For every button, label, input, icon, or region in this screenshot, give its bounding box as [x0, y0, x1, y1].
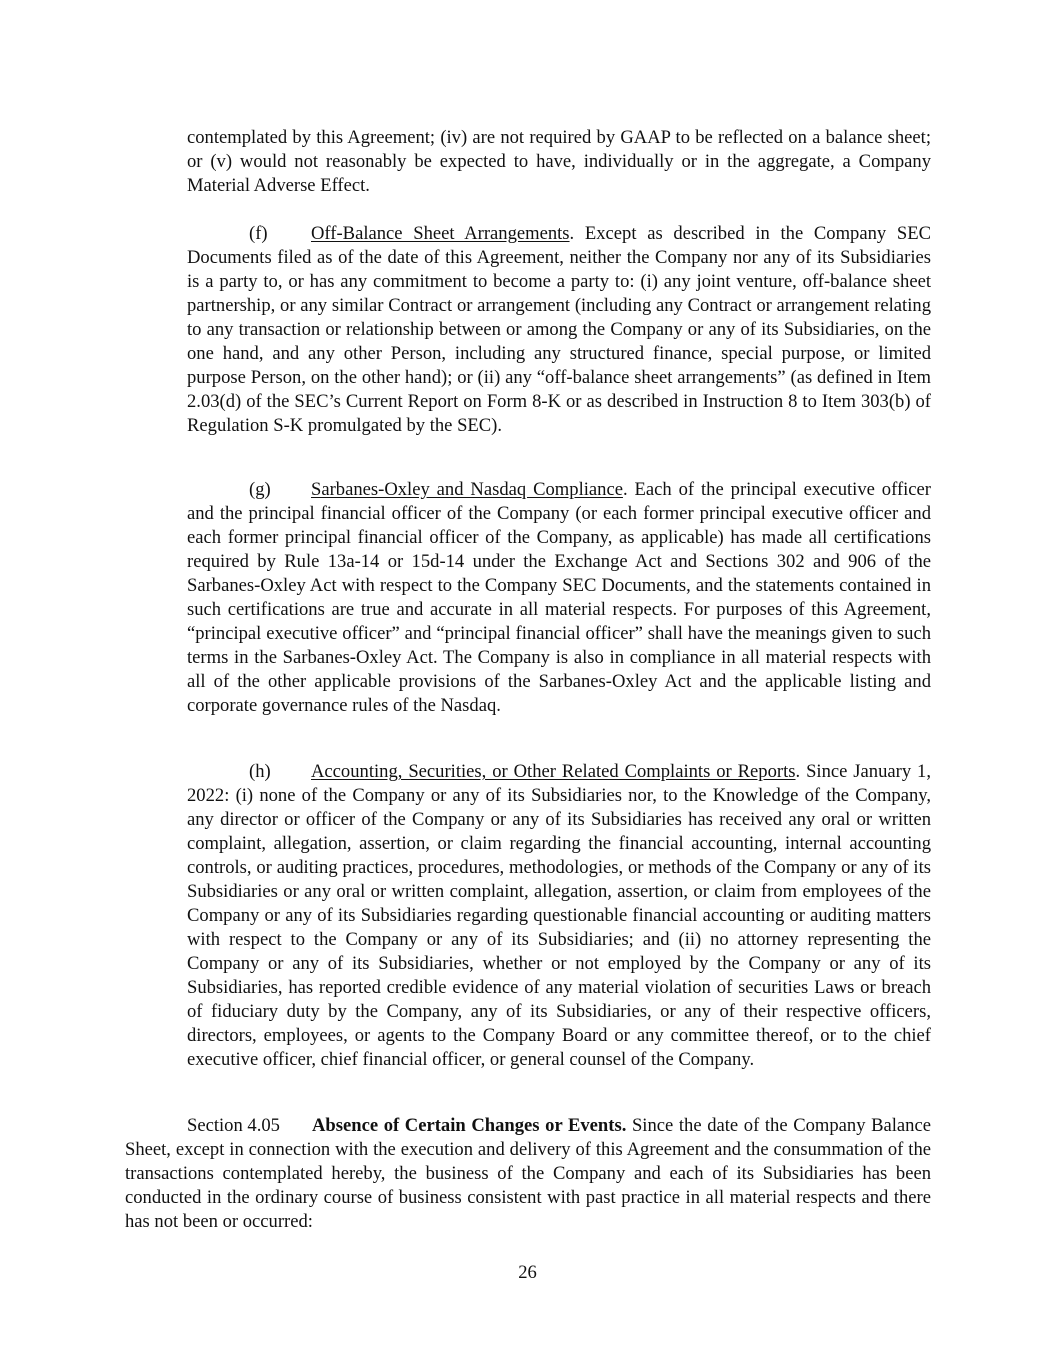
subsection-h	[187, 760, 931, 1072]
page-number: 26	[518, 1262, 537, 1283]
subsection-g-label: (g)	[249, 479, 271, 500]
subsection-g-body: . Each of the principal executive officer and the principal financial officer of the Company (or each former principal executive officer and each former principal financial officer of the Company, as applicable) has made all certifications required by Rule 13a-14 or 15d-14 under the Exchange Act and Sections 302 and 906 of the Sarbanes-Oxley Act with respect to the Company SEC Documents, and the statements contained in such certifications are true and accurate in all material respects. For purposes of this Agreement, “principal executive officer” and “principal financial officer” shall have the meanings given to such terms in the Sarbanes-Oxley Act. The Company is also in compliance in all material respects with all of the other applicable provisions of the Sarbanes-Oxley Act and the applicable listing and corporate governance rules of the Nasdaq.	[187, 479, 932, 716]
subsection-f-body: . Except as described in the Company SEC Documents filed as of the date of this Agreement, neither the Company nor any of its Subsidiaries is a party to, or has any commitment to become a party to: (i) any joint venture, off-balance sheet partnership, or any similar Contract or arrangement (including any Contract or arrangement relating to any transaction or relationship between or among the Company or any of its Subsidiaries, on the one hand, and any other Person, including any structured finance, special purpose, or limited purpose Person, on the other hand); or (ii) any “off-balance sheet arrangements” (as defined in Item 2.03(d) of the SEC’s Current Report on Form 8-K or as described in Instruction 8 to Item 303(b) of Regulation S-K promulgated by the SEC).	[187, 223, 931, 436]
continuation-paragraph: contemplated by this Agreement; (iv) are not required by GAAP to be reflected on a balance sheet; or (v) would not reasonably be expected to have, individually or in the aggregate, a Company Material Adverse Effect.	[187, 127, 931, 196]
subsection-f-label: (f)	[249, 223, 268, 244]
subsection-h-body: . Since January 1, 2022: (i) none of the Company or any of its Subsidiaries nor, to the Knowledge of the Company, any director or officer of the Company or any of its Subsidiaries has received any oral or written complaint, allegation, assertion, or claim regarding the financial accounting, internal accounting controls, or auditing practices, procedures, methodologies, or methods of the Company or any of its Subsidiaries or any oral or written complaint, allegation, assertion, or claim from employees of the Company or any of its Subsidiaries regarding questionable financial accounting or auditing matters with respect to the Company or any of its Subsidiaries; and (ii) no attorney representing the Company or any of its Subsidiaries, whether or not employed by the Company or any of its Subsidiaries, has reported credible evidence of any material violation of securities Laws or breach of fiduciary duty by the Company, any of its Subsidiaries, or any of their respective officers, directors, employees, or agents to the Company Board or any committee thereof, or to the chief executive officer, chief financial officer, or general counsel of the Company.	[187, 761, 931, 1070]
subsection-h-label: (h)	[249, 761, 271, 782]
subsection-g-title: Sarbanes-Oxley and Nasdaq Compliance	[311, 479, 623, 500]
section-number: Section 4.05	[187, 1115, 280, 1136]
section-title: Absence of Certain Changes or Events.	[312, 1115, 627, 1136]
section-body: Since the date of the Company Balance Sheet, except in connection with the execution and delivery of this Agreement and the consummation of the transactions contemplated hereby, the business of the Company and each of its Subsidiaries has been conducted in the ordinary course of business consistent with past practice in all material respects and there has not been or occurred:	[125, 1115, 931, 1232]
subsection-h-title: Accounting, Securities, or Other Related Complaints or Reports	[311, 761, 796, 782]
subsection-g	[187, 478, 931, 718]
subsection-f-title: Off-Balance Sheet Arrangements	[311, 223, 570, 244]
section-4-05	[125, 1114, 931, 1234]
subsection-f	[187, 222, 931, 438]
